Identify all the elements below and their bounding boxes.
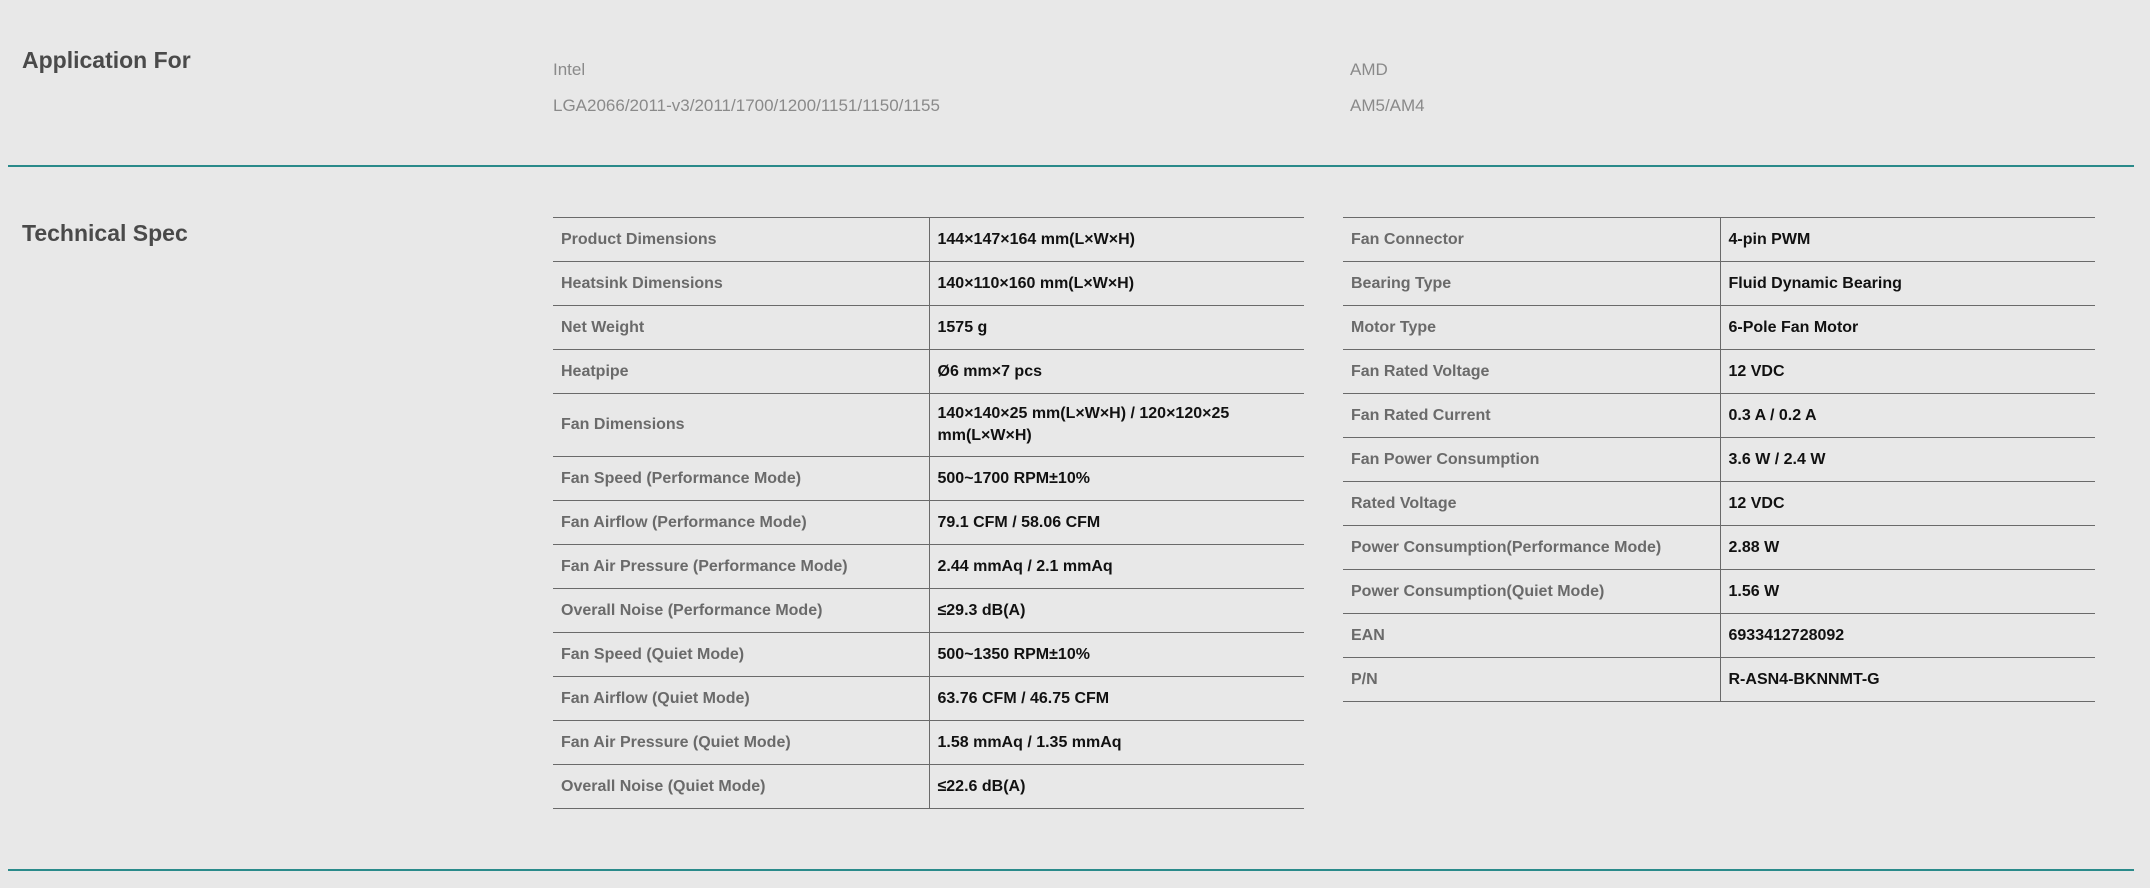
spec-value: 4-pin PWM [1728, 230, 1811, 248]
spec-label: Net Weight [553, 306, 929, 350]
spec-value: 12 VDC [1728, 494, 1785, 512]
spec-value: 2.88 W [1728, 538, 1780, 556]
table-row [553, 457, 1304, 501]
table-row [553, 633, 1304, 677]
spec-value: ≤22.6 dB(A) [937, 777, 1026, 795]
spec-value: 63.76 CFM / 46.75 CFM [937, 689, 1110, 707]
spec-value: 500~1700 RPM±10% [937, 469, 1090, 487]
amd-compatibility [1350, 52, 1425, 124]
spec-label: Fan Rated Current [1343, 394, 1720, 438]
amd-label: AMD [1350, 60, 1388, 79]
table-row [1343, 262, 2095, 306]
table-row [553, 765, 1304, 809]
table-row [1343, 218, 2095, 262]
table-row [553, 394, 1304, 457]
table-row [553, 306, 1304, 350]
spec-label: Overall Noise (Quiet Mode) [553, 765, 929, 809]
table-row [1343, 482, 2095, 526]
spec-value: 1.56 W [1728, 582, 1780, 600]
table-row [553, 350, 1304, 394]
spec-label: EAN [1343, 614, 1720, 658]
spec-value: 140×110×160 mm(L×W×H) [937, 274, 1135, 292]
spec-label: Fan Power Consumption [1343, 438, 1720, 482]
spec-value: 79.1 CFM / 58.06 CFM [937, 513, 1101, 531]
spec-label: Fan Rated Voltage [1343, 350, 1720, 394]
spec-value: 6-Pole Fan Motor [1728, 318, 1859, 336]
table-row [1343, 570, 2095, 614]
spec-label: Fan Speed (Quiet Mode) [553, 633, 929, 677]
table-row [1343, 658, 2095, 702]
spec-value: 144×147×164 mm(L×W×H) [937, 230, 1135, 248]
spec-value: 500~1350 RPM±10% [937, 645, 1090, 663]
intel-compatibility [553, 52, 940, 124]
table-row [1343, 394, 2095, 438]
table-row [553, 677, 1304, 721]
spec-label: Fan Dimensions [553, 394, 929, 457]
spec-value: 12 VDC [1728, 362, 1785, 380]
table-row [1343, 438, 2095, 482]
table-row [1343, 306, 2095, 350]
spec-label: Product Dimensions [553, 218, 929, 262]
intel-label: Intel [553, 60, 586, 79]
table-row [553, 262, 1304, 306]
spec-label: Fan Connector [1343, 218, 1720, 262]
spec-value: Ø6 mm×7 pcs [937, 362, 1042, 380]
spec-label: Rated Voltage [1343, 482, 1720, 526]
table-row [553, 501, 1304, 545]
table-row [553, 589, 1304, 633]
spec-value: ≤29.3 dB(A) [937, 601, 1026, 619]
spec-table-left [553, 217, 1304, 809]
spec-label: P/N [1343, 658, 1720, 702]
amd-sockets: AM5/AM4 [1350, 96, 1425, 115]
spec-table-right [1343, 217, 2095, 702]
spec-label: Overall Noise (Performance Mode) [553, 589, 929, 633]
spec-value: 1.58 mmAq / 1.35 mmAq [937, 733, 1122, 751]
spec-label: Fan Air Pressure (Quiet Mode) [553, 721, 929, 765]
spec-label: Fan Airflow (Quiet Mode) [553, 677, 929, 721]
spec-label: Power Consumption(Performance Mode) [1343, 526, 1720, 570]
spec-value: 6933412728092 [1728, 626, 1845, 644]
spec-label: Heatsink Dimensions [553, 262, 929, 306]
table-row [1343, 614, 2095, 658]
spec-value: 3.6 W / 2.4 W [1728, 450, 1826, 468]
spec-label: Fan Speed (Performance Mode) [553, 457, 929, 501]
bottom-divider [8, 869, 2134, 871]
spec-value: 2.44 mmAq / 2.1 mmAq [937, 557, 1113, 575]
spec-label: Motor Type [1343, 306, 1720, 350]
spec-value: Fluid Dynamic Bearing [1728, 274, 1902, 292]
table-row [553, 721, 1304, 765]
application-for-heading: Application For [22, 47, 191, 73]
spec-label: Bearing Type [1343, 262, 1720, 306]
table-row [553, 218, 1304, 262]
spec-value: 1575 g [937, 318, 988, 336]
spec-label: Fan Airflow (Performance Mode) [553, 501, 929, 545]
table-row [1343, 526, 2095, 570]
spec-label: Power Consumption(Quiet Mode) [1343, 570, 1720, 614]
spec-label: Fan Air Pressure (Performance Mode) [553, 545, 929, 589]
table-row [553, 545, 1304, 589]
spec-value: 140×140×25 mm(L×W×H) / 120×120×25 mm(L×W×H) [937, 405, 1230, 444]
intel-sockets: LGA2066/2011-v3/2011/1700/1200/1151/1150/1155 [553, 96, 940, 115]
spec-value: R-ASN4-BKNNMT-G [1728, 670, 1880, 688]
technical-spec-heading: Technical Spec [22, 220, 188, 246]
spec-value: 0.3 A / 0.2 A [1728, 406, 1817, 424]
section-divider [8, 165, 2134, 167]
table-row [1343, 350, 2095, 394]
spec-label: Heatpipe [553, 350, 929, 394]
